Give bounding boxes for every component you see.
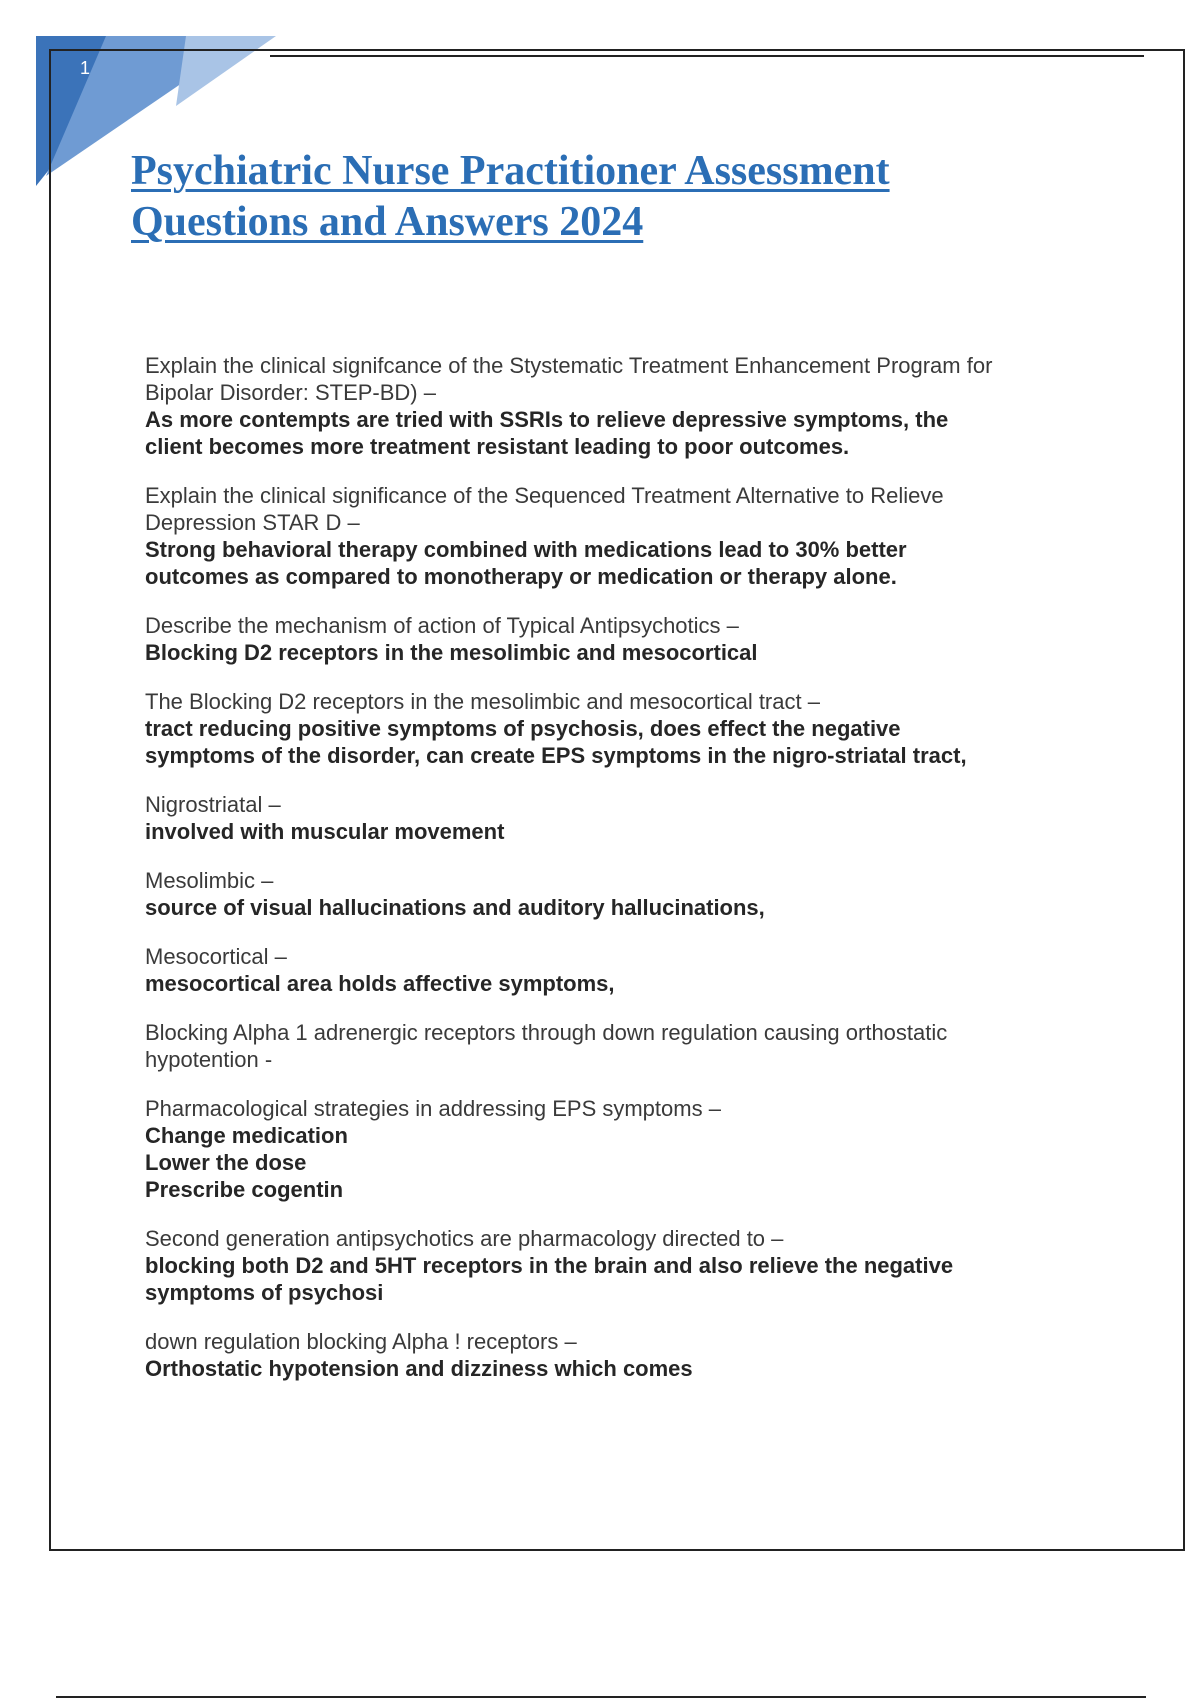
question-text: Second generation antipsychotics are pharmacology directed to – <box>145 1226 784 1251</box>
answer-text: blocking both D2 and 5HT receptors in the brain and also relieve the negative symptoms of psychosi <box>145 1253 954 1305</box>
question-text: Blocking Alpha 1 adrenergic receptors through down regulation causing orthostatic hypotention - <box>145 1020 948 1072</box>
footer-rule <box>56 1696 1146 1698</box>
question-text: Describe the mechanism of action of Typical Antipsychotics – <box>145 613 739 638</box>
question-text: Nigrostriatal – <box>145 792 281 817</box>
qa-list <box>145 352 1145 1404</box>
answer-text: Orthostatic hypotension and dizziness which comes <box>145 1356 693 1381</box>
answer-text: tract reducing positive symptoms of psychosis, does effect the negative symptoms of the disorder, can create EPS symptoms in the nigro-striatal tract, <box>145 716 967 768</box>
qa-item <box>145 791 1145 845</box>
answer-text: Change medication Lower the dose Prescribe cogentin <box>145 1123 348 1202</box>
qa-item <box>145 1328 1145 1382</box>
question-text: down regulation blocking Alpha ! receptors – <box>145 1329 577 1354</box>
answer-text: source of visual hallucinations and auditory hallucinations, <box>145 895 765 920</box>
qa-item <box>145 688 1145 769</box>
qa-item <box>145 482 1145 590</box>
qa-item <box>145 612 1145 666</box>
answer-text: Strong behavioral therapy combined with medications lead to 30% better outcomes as compared to monotherapy or medication or therapy alone. <box>145 537 907 589</box>
question-text: Explain the clinical significance of the Sequenced Treatment Alternative to Relieve Depression STAR D – <box>145 483 944 535</box>
document-title-text: Psychiatric Nurse Practitioner Assessment Questions and Answers 2024 <box>131 148 890 245</box>
question-text: Mesocortical – <box>145 944 287 969</box>
qa-item <box>145 867 1145 921</box>
qa-item <box>145 943 1145 997</box>
qa-item <box>145 352 1145 460</box>
answer-text: Blocking D2 receptors in the mesolimbic and mesocortical <box>145 640 758 665</box>
qa-item <box>145 1225 1145 1306</box>
question-text: Mesolimbic – <box>145 868 274 893</box>
qa-item <box>145 1019 1145 1073</box>
answer-text: As more contempts are tried with SSRIs to relieve depressive symptoms, the client becomes more treatment resistant leading to poor outcomes. <box>145 407 949 459</box>
document-title <box>131 146 1031 248</box>
qa-item <box>145 1095 1145 1203</box>
page-number: 1 <box>80 58 91 78</box>
question-text: The Blocking D2 receptors in the mesolimbic and mesocortical tract – <box>145 689 820 714</box>
question-text: Pharmacological strategies in addressing EPS symptoms – <box>145 1096 721 1121</box>
question-text: Explain the clinical signifcance of the Stystematic Treatment Enhancement Program for Bipolar Disorder: STEP-BD) – <box>145 353 993 405</box>
answer-text: mesocortical area holds affective symptoms, <box>145 971 615 996</box>
answer-text: involved with muscular movement <box>145 819 505 844</box>
